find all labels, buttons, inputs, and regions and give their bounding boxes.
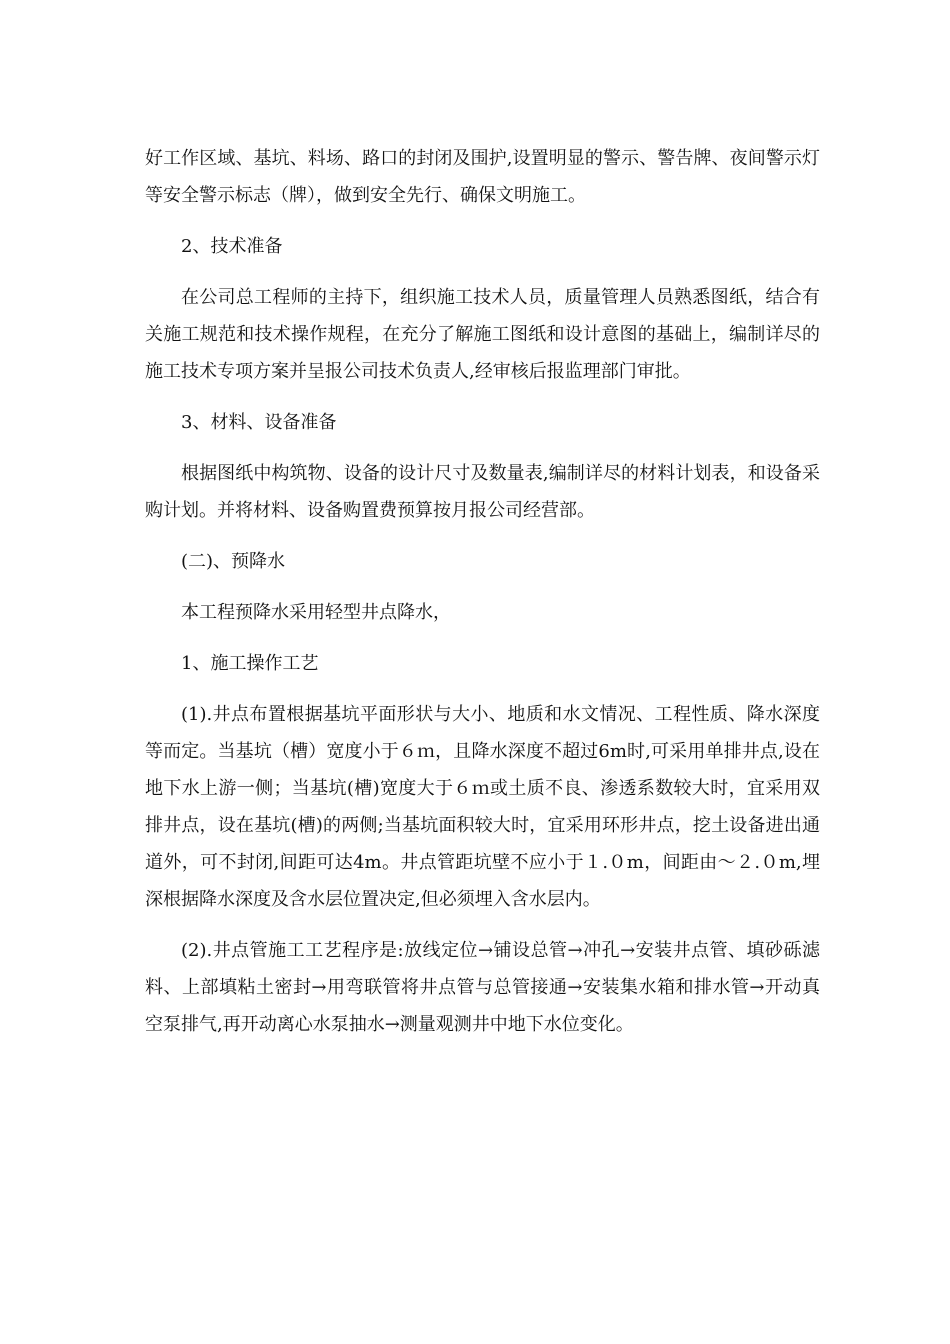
heading-technical-preparation: 2、技术准备: [181, 236, 283, 257]
paragraph-pre-dewatering-method: 本工程预降水采用轻型井点降水，: [181, 602, 451, 623]
paragraph-well-point-procedure: (2).井点管施工工艺程序是:放线定位→铺设总管→冲孔→安装井点管、填砂砾滤料、上部填粘土密封→用弯联管将井点管与总管接通→安装集水箱和排水管→开动真空泵排气,再开动离心水泵抽水→测量观测井中地下水位变化。: [145, 940, 820, 1035]
document-body: [145, 140, 820, 1057]
paragraph-safety-signage: 好工作区域、基坑、料场、路口的封闭及围护,设置明显的警示、警告牌、夜间警示灯等安全警示标志（牌），做到安全先行、确保文明施工。: [145, 148, 820, 206]
heading-construction-process: 1、施工操作工艺: [181, 653, 319, 674]
paragraph-technical-preparation: 在公司总工程师的主持下，组织施工技术人员，质量管理人员熟悉图纸，结合有关施工规范和技术操作规程，在充分了解施工图纸和设计意图的基础上，编制详尽的施工技术专项方案并呈报公司技术负责人,经审核后报监理部门审批。: [145, 287, 820, 382]
paragraph-well-point-layout: (1).井点布置根据基坑平面形状与大小、地质和水文情况、工程性质、降水深度等而定。当基坑（槽）宽度小于６ｍ，且降水深度不超过6m时,可采用单排井点,设在地下水上游一侧；当基坑(槽)宽度大于６ｍ或土质不良、渗透系数较大时，宜采用双排井点，设在基坑(槽)的两侧;当基坑面积较大时，宜采用环形井点，挖土设备进出通道外，可不封闭,间距可达4m。井点管距坑壁不应小于１.０m，间距由～２.０m,埋深根据降水深度及含水层位置决定,但必须埋入含水层内。: [145, 704, 820, 910]
heading-pre-dewatering: (二)、预降水: [181, 551, 286, 572]
paragraph-material-equipment-preparation: 根据图纸中构筑物、设备的设计尺寸及数量表,编制详尽的材料计划表，和设备采购计划。并将材料、设备购置费预算按月报公司经营部。: [145, 463, 820, 521]
heading-material-equipment-preparation: 3、材料、设备准备: [181, 412, 337, 433]
